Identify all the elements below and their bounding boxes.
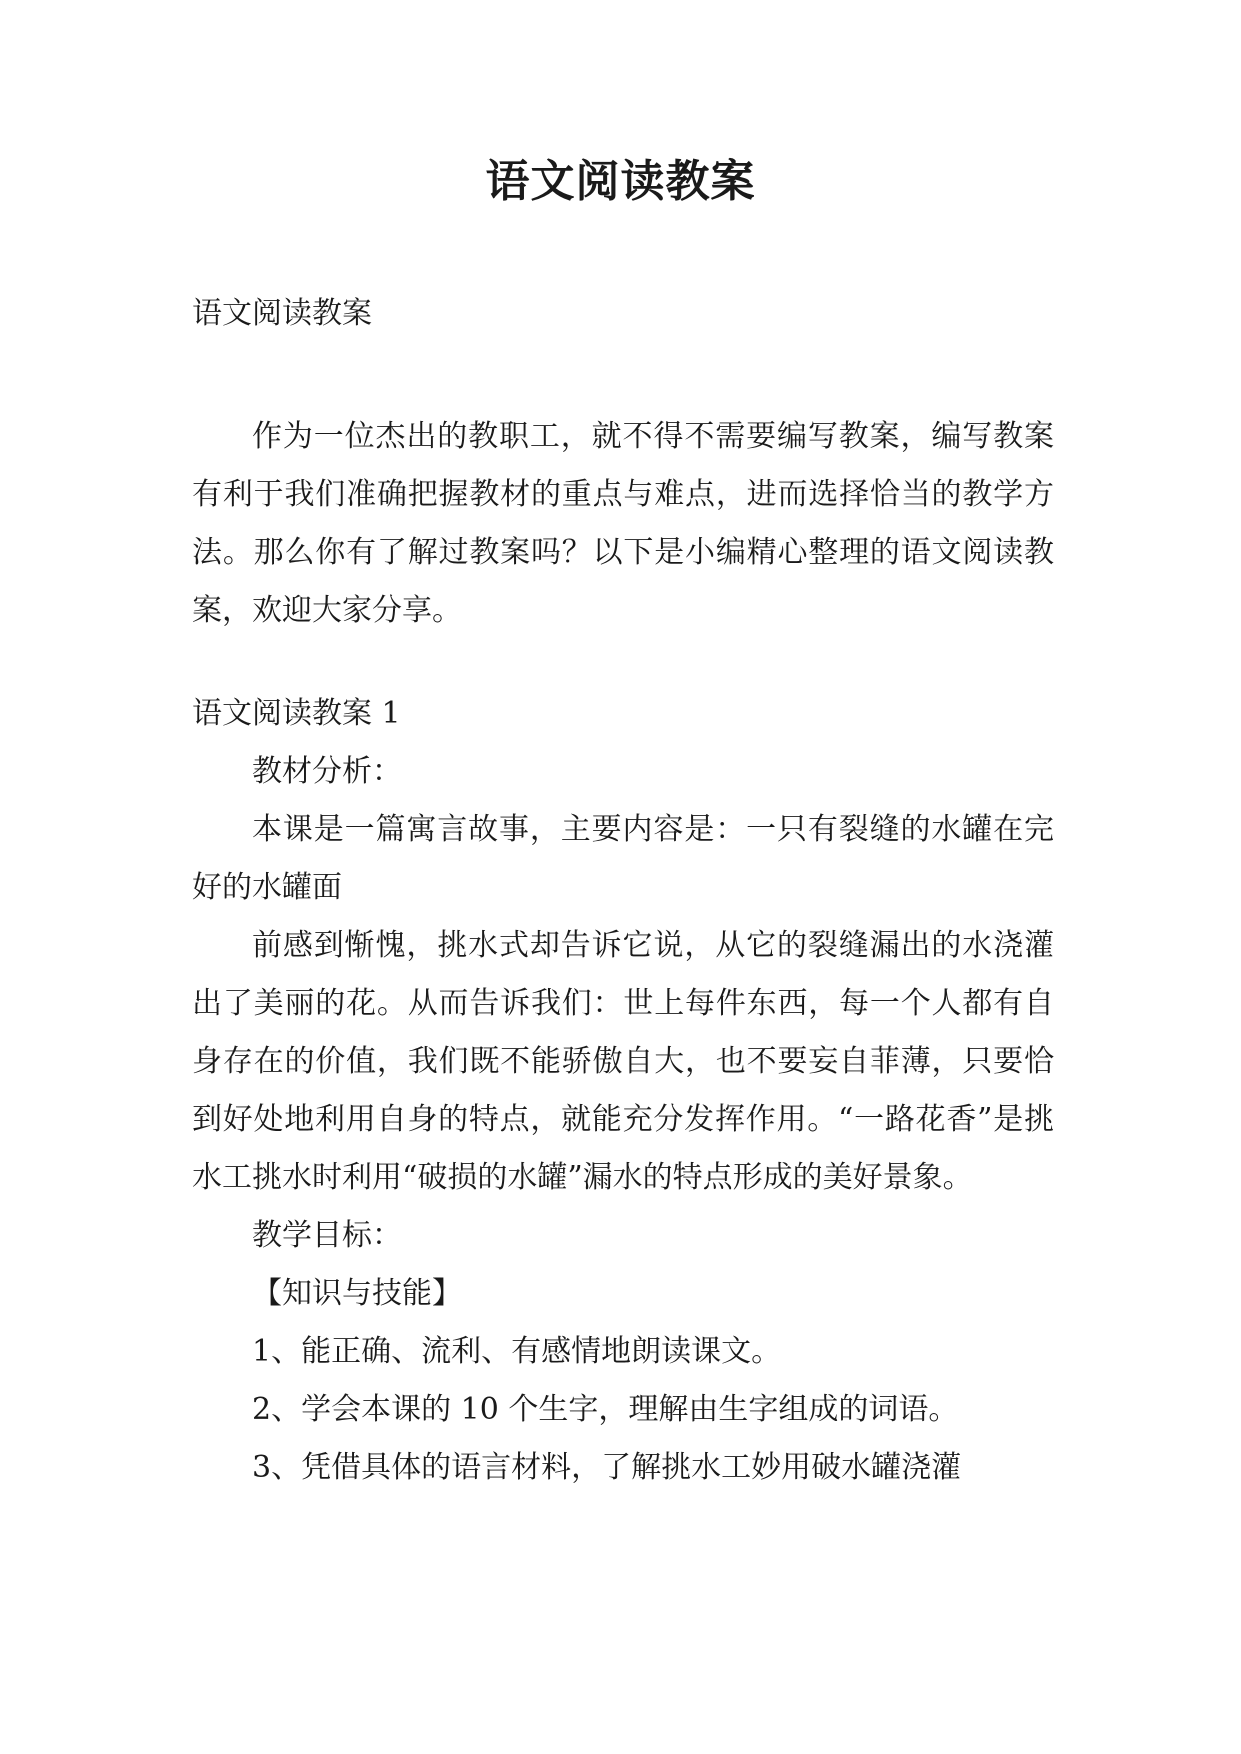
- goal-item: 2、学会本课的 10 个生字，理解由生字组成的词语。: [252, 1392, 959, 1427]
- document-body: [192, 285, 1054, 1497]
- analysis-paragraph-1: 本课是一篇寓言故事，主要内容是：一只有裂缝的水罐在完好的水罐面: [192, 812, 1054, 905]
- spacer: [192, 640, 1054, 685]
- analysis-paragraph-2: 前感到惭愧，挑水式却告诉它说，从它的裂缝漏出的水浇灌出了美丽的花。从而告诉我们：世上每件东西，每一个人都有自身存在的价值，我们既不能骄傲自大，也不要妄自菲薄，只要恰到好处地利用自身的特点，就能充分发挥作用。“一路花香”是挑水工挑水时利用“破损的水罐”漏水的特点形成的美好景象。: [192, 928, 1054, 1195]
- intro-paragraph: 作为一位杰出的教职工，就不得不需要编写教案，编写教案有利于我们准确把握教材的重点与难点，进而选择恰当的教学方法。那么你有了解过教案吗？以下是小编精心整理的语文阅读教案，欢迎大家分享。: [192, 419, 1054, 628]
- goal-item: 3、凭借具体的语言材料，了解挑水工妙用破水罐浇灌: [252, 1450, 962, 1485]
- section-heading: 语文阅读教案 1: [192, 696, 401, 731]
- goals-label: 教学目标：: [252, 1218, 402, 1253]
- document-title: 语文阅读教案: [485, 156, 756, 207]
- knowledge-skills-label: 【知识与技能】: [252, 1276, 462, 1311]
- spacer: [192, 343, 1054, 408]
- goal-item: 1、能正确、流利、有感情地朗读课文。: [252, 1334, 782, 1369]
- document-subtitle: 语文阅读教案: [192, 296, 372, 331]
- analysis-label: 教材分析：: [252, 754, 402, 789]
